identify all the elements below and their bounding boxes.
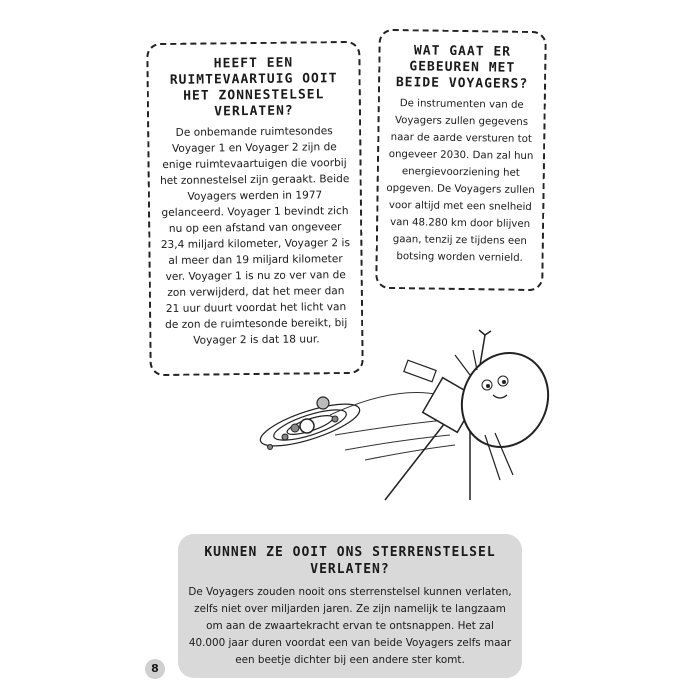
page-number: 8	[145, 659, 165, 679]
box-right-body: De instrumenten van de Voyagers zullen gegevens naar de aarde versturen tot ongeveer 2030. Dan zal hun energievoorziening het opgeven. De Voyagers zullen voor altijd met een snelheid van 48.280 km door blijven gaan, tenzij ze tijdens een botsing worden vernield.	[386, 98, 535, 264]
voyager-probe-cartoon-icon	[255, 315, 555, 530]
info-panel-bottom	[178, 534, 522, 678]
box-right-heading: WAT GAAT ER GEBEUREN MET BEIDE VOYAGERS?	[395, 43, 529, 92]
bottom-heading: KUNNEN ZE OOIT ONS STERRENSTELSEL VERLATEN?	[204, 545, 496, 577]
box-left-body: De onbemande ruimtesondes Voyager 1 en Voyager 2 zijn de enige ruimtevaartuigen die voorbij het zonnestelsel zijn geraakt. Beide Voyagers werden in 1977 gelanceerd. Voyager 1 bevindt zich nu op een afstand van ongeveer 23,4 miljard kilometer, Voyager 2 is al meer dan 19 miljard kilometer ver. Voyager 1 is nu zo ver van de zon verwijderd, dat het meer dan 21 uur duurt voordat het licht van de zon de ruimtesonde bereikt, bij Voyager 2 is dat 18 uur.	[159, 125, 351, 347]
bottom-body: De Voyagers zouden nooit ons sterrenstelsel kunnen verlaten, zelfs niet over miljarden jaren. Ze zijn namelijk te langzaam om aan de zwaartekracht ervan te ontsnappen. Het zal 40.000 jaar duren voordat een van beide Voyagers zelfs maar een beetje dichter bij een andere ster komt.	[188, 586, 512, 666]
box-left-heading: HEEFT EEN RUIMTEVAARTUIG OOIT HET ZONNESTELSEL VERLATEN?	[169, 55, 338, 120]
info-box-right	[375, 29, 547, 291]
